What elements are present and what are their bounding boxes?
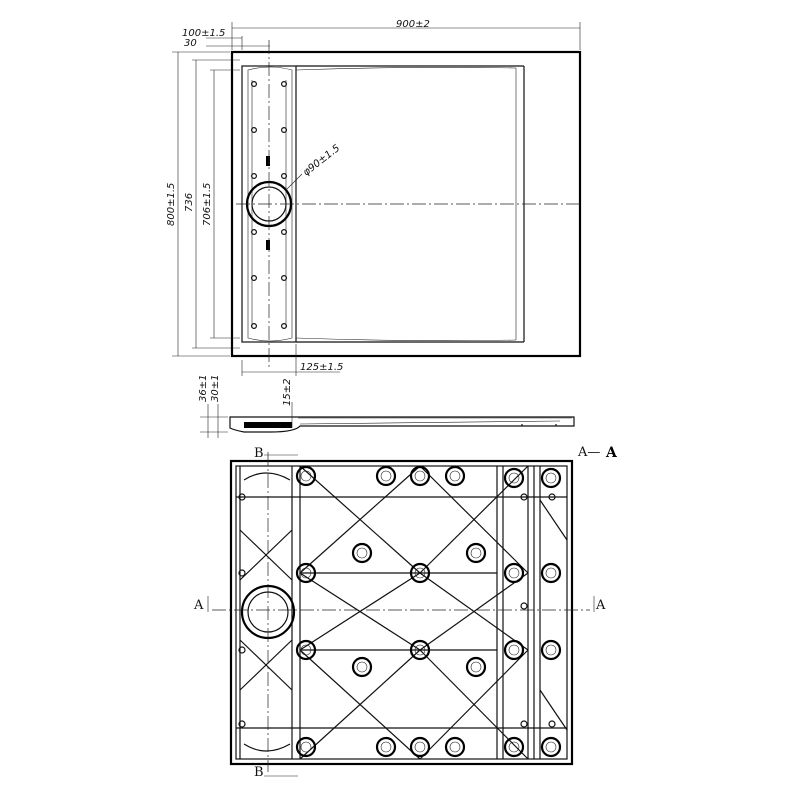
dim-inner-736: 736 xyxy=(184,192,195,212)
dim-drain-diameter: φ90±1.5 xyxy=(301,142,343,179)
support-feet xyxy=(297,467,560,756)
section-title-prefix: A— xyxy=(578,445,601,460)
side-view xyxy=(200,402,574,438)
section-label-b-top: B xyxy=(254,446,264,461)
bottom-view xyxy=(208,452,594,776)
dim-width-900: 900±2 xyxy=(396,19,430,30)
bottom-outline xyxy=(231,461,572,764)
section-title-letter: A xyxy=(606,445,617,461)
dim-thickness-30: 30±1 xyxy=(210,374,221,402)
side-drain-body xyxy=(244,422,292,428)
dim-thickness-36: 36±1 xyxy=(198,374,209,402)
dim-channel-width-125: 125±1.5 xyxy=(300,362,344,373)
dim-height-800: 800±1.5 xyxy=(166,182,177,226)
dim-offset-100: 100±1.5 xyxy=(182,28,226,39)
section-label-a-right: A xyxy=(596,598,606,613)
plan-dimension-lines xyxy=(172,22,580,376)
section-label-a-left: A xyxy=(194,598,204,613)
section-label-b-bottom: B xyxy=(254,765,264,780)
dim-channel-706: 706±1.5 xyxy=(202,182,213,226)
small-bolts xyxy=(239,494,555,727)
plan-view xyxy=(232,40,582,368)
dim-drain-depth-15: 15±2 xyxy=(282,378,293,406)
dim-margin-30: 30 xyxy=(184,38,197,49)
